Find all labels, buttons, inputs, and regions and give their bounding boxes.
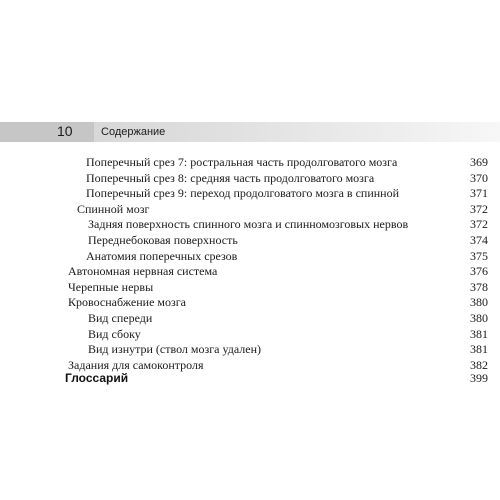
toc-entry-label: Вид сбоку (88, 326, 141, 341)
toc-entry-page: 372 (470, 201, 488, 216)
toc-entry-label: Спинной мозг (77, 201, 150, 216)
toc-entry (0, 311, 500, 327)
toc-entry (0, 155, 500, 171)
toc-entry-page: 380 (470, 295, 488, 310)
toc-entry-label: Переднебоковая поверхность (88, 232, 238, 247)
page-number: 10 (57, 123, 73, 139)
toc-entry-label: Задняя поверхность спинного мозга и спинномозговых нервов (88, 217, 409, 232)
toc-entry-glossary (0, 371, 500, 387)
toc-entry-page: 372 (470, 217, 488, 232)
toc-entry (0, 202, 500, 218)
toc-entry-label: Вид спереди (88, 310, 153, 325)
toc-entry-label: Автономная нервная система (68, 264, 218, 279)
toc-entry-page: 381 (470, 342, 488, 357)
toc-entry (0, 295, 500, 311)
toc-entry-label: Поперечный срез 9: переход продолговатого мозга в спинной (86, 186, 400, 201)
toc-entry-page: 370 (470, 170, 488, 185)
toc-entry-page: 378 (470, 279, 488, 294)
toc-entry (0, 280, 500, 296)
toc-entry (0, 249, 500, 265)
toc-entry-page: 376 (470, 264, 488, 279)
toc-entry-page: 381 (470, 326, 488, 341)
toc-entry-label: Поперечный срез 7: ростральная часть продолговатого мозга (86, 155, 398, 169)
toc-entry-page: 371 (470, 186, 488, 201)
toc-entry-label: Анатомия поперечных срезов (86, 248, 238, 263)
toc-entry-label: Задания для самоконтроля (68, 357, 204, 372)
toc-entry-page: 399 (470, 371, 488, 385)
toc-entry-label: Кровоснабжение мозга (68, 295, 186, 310)
toc-entry-page: 380 (470, 310, 488, 325)
running-header-title: Содержание (101, 126, 166, 138)
toc-entry-label: Поперечный срез 8: средняя часть продолговатого мозга (86, 170, 375, 185)
toc-entry-page: 382 (470, 357, 488, 372)
toc-entry-page: 374 (470, 232, 488, 247)
toc-entry (0, 171, 500, 187)
running-header (0, 122, 500, 142)
toc-entry (0, 342, 500, 358)
toc-entry (0, 217, 500, 233)
toc-entry-label: Черепные нервы (68, 279, 154, 294)
toc-entry-label: Вид изнутри (ствол мозга удален) (88, 342, 262, 357)
toc-entry (0, 233, 500, 249)
toc-entry-label: Глоссарий (65, 371, 129, 385)
toc-entry-page: 375 (470, 248, 488, 263)
page-number-box (0, 122, 94, 142)
toc-entry (0, 327, 500, 343)
table-of-contents (0, 155, 500, 373)
toc-entry (0, 186, 500, 202)
toc-entry-page: 369 (470, 155, 488, 169)
toc-entry (0, 264, 500, 280)
